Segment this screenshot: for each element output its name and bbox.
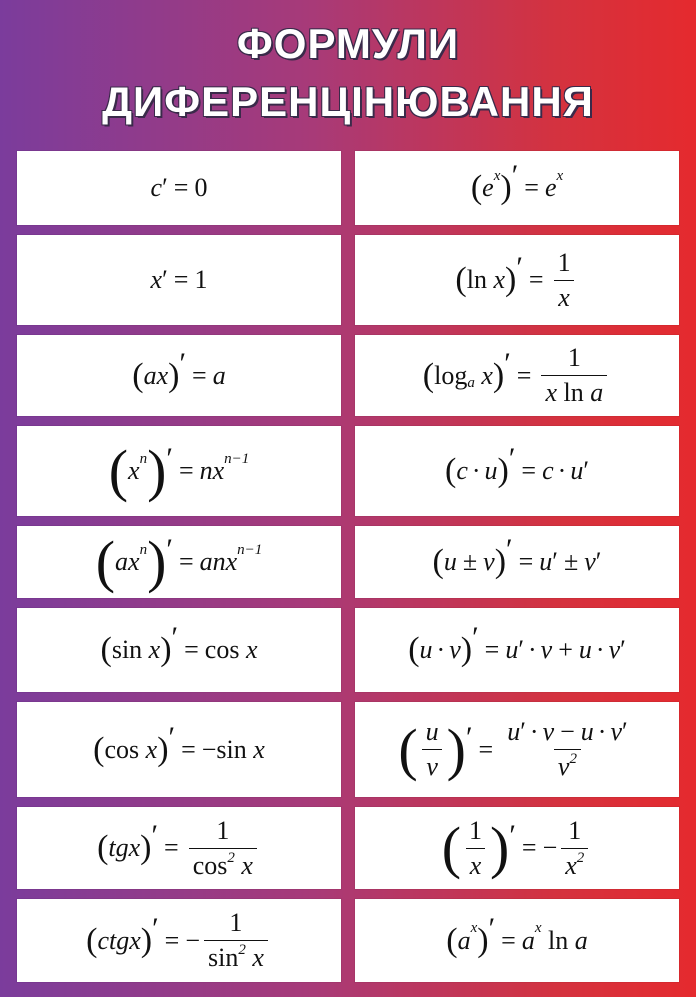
- formula-cosine: ( cos x ) ′ = −sin x: [93, 720, 265, 768]
- formula-sum: ( u ± v ) ′ = u ′ ± v ′: [432, 533, 602, 580]
- formula-card-exponential: [355, 899, 679, 982]
- formula-constant: c ′ = 0: [150, 173, 208, 202]
- formula-tangent: ( tgx ) ′ = $\frac{1}{\cos^2 x}$: [97, 816, 261, 881]
- formula-power: ( x n ) ′ = nx n−1: [108, 438, 250, 503]
- formula-card-sine: [17, 608, 341, 692]
- formula-card-power: [17, 426, 341, 516]
- formula-card-product: [355, 608, 679, 692]
- formula-card-cotangent: [17, 899, 341, 982]
- formula-card-constant: [17, 151, 341, 225]
- formula-quotient: ( $\frac{u}{v}$ ) ′ = $\frac{u' \cdot v - u \cdot v'}{v^2}$: [398, 716, 628, 782]
- formula-card-exp: [355, 151, 679, 225]
- formula-scaled-power: ( ax n ) ′ = anx n−1: [95, 529, 263, 594]
- formula-card-quotient: [355, 702, 679, 797]
- formula-linear: ( ax ) ′ = a: [132, 346, 226, 394]
- formula-card-reciprocal: [355, 807, 679, 889]
- formula-ln: ( ln x ) ′ = $\frac{1}{x}$: [455, 248, 578, 313]
- formula-card-linear: [17, 335, 341, 416]
- formula-constant-multiple: ( c · u ) ′ = c · u ′: [444, 442, 589, 489]
- title-line-1: ФОРМУЛИ: [236, 20, 460, 67]
- formula-card-sum: [355, 526, 679, 598]
- formula-card-ln: [355, 235, 679, 325]
- formula-card-identity: [17, 235, 341, 325]
- title-line-2: ДИФЕРЕНЦІНЮВАННЯ: [102, 78, 594, 125]
- formula-exp: ( e x ) ′ = e x: [470, 159, 564, 206]
- formula-identity: x ′ = 1: [150, 265, 208, 294]
- formula-exponential: ( a x ) ′ = a x ln a: [446, 911, 588, 959]
- formula-sine: ( sin x ) ′ = cos x: [100, 621, 258, 668]
- formula-card-scaled-power: [17, 526, 341, 598]
- formula-card-cosine: [17, 702, 341, 797]
- formula-reciprocal: ( $\frac{1}{x}$ ) ′ = − $\frac{1}{x^2}$: [442, 816, 593, 881]
- formula-card-log: [355, 335, 679, 416]
- formula-cotangent: ( ctgx ) ′ = − $\frac{1}{\sin^2 x}$: [86, 908, 272, 973]
- formula-log: ( log a x ) ′ = $\frac{1}{\text{x ln a}}$: [423, 343, 611, 408]
- formula-card-tangent: [17, 807, 341, 889]
- formula-product: ( u · v ) ′ = u ′ · v + u · v ′: [408, 621, 626, 668]
- formula-card-constant-multiple: [355, 426, 679, 516]
